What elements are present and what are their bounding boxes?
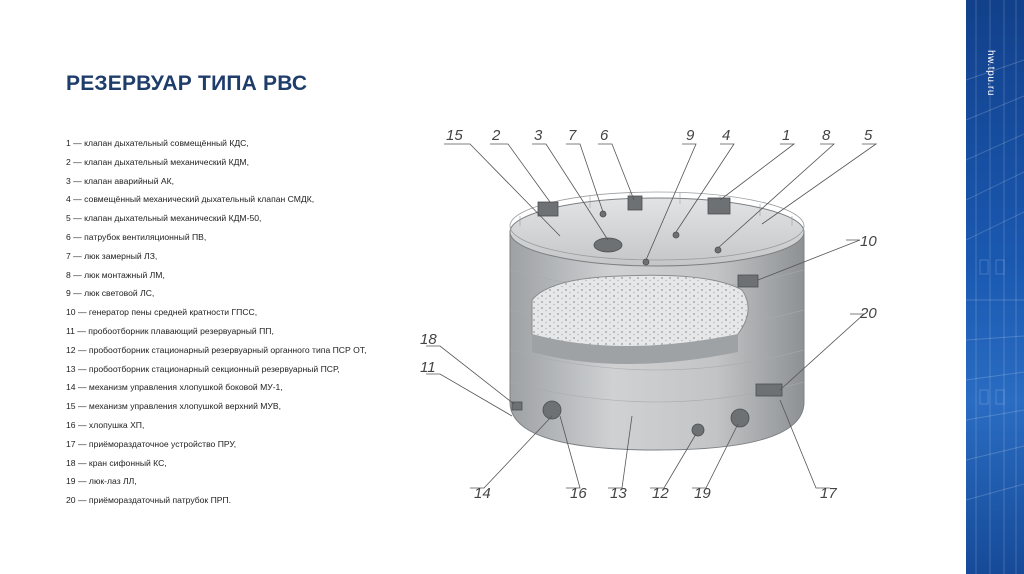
callout-label: 17 bbox=[820, 485, 837, 502]
legend-item: 9 — люк световой ЛС, bbox=[66, 288, 155, 299]
legend-item: 7 — люк замерный ЛЗ, bbox=[66, 250, 158, 261]
legend-item: 6 — патрубок вентиляционный ПВ, bbox=[66, 231, 207, 242]
legend-item: 2 — клапан дыхательный механический КДМ, bbox=[66, 156, 249, 167]
legend-item: 17 — приёмораздаточное устройство ПРУ, bbox=[66, 438, 237, 449]
callout-label: 15 bbox=[446, 127, 463, 144]
tank-diagram bbox=[420, 120, 890, 520]
callout-label: 3 bbox=[534, 127, 543, 144]
callout-label: 11 bbox=[420, 359, 436, 376]
legend-item: 12 — пробоотборник стационарный резервуарный органного типа ПСР ОТ, bbox=[66, 344, 367, 355]
callout-label: 6 bbox=[600, 127, 609, 144]
legend-list bbox=[66, 134, 406, 510]
callout-label: 4 bbox=[722, 127, 731, 144]
callout-label: 7 bbox=[568, 127, 577, 144]
callout-label: 8 bbox=[822, 127, 831, 144]
callout-label: 13 bbox=[610, 485, 627, 502]
site-url: hw.tpu.ru bbox=[985, 50, 996, 96]
callout-label: 12 bbox=[652, 485, 669, 502]
legend-item: 3 — клапан аварийный АК, bbox=[66, 175, 175, 186]
callout-label: 1 bbox=[782, 127, 791, 144]
callout-label: 16 bbox=[570, 485, 587, 502]
legend-item: 10 — генератор пены средней кратности ГПСС, bbox=[66, 307, 258, 318]
callout-label: 2 bbox=[492, 127, 501, 144]
legend-item: 18 — кран сифонный КС, bbox=[66, 457, 167, 468]
callout-label: 5 bbox=[864, 127, 873, 144]
legend-item: 19 — люк-лаз ЛЛ, bbox=[66, 476, 137, 487]
legend-item: 15 — механизм управления хлопушкой верхний МУВ, bbox=[66, 401, 282, 412]
legend-item: 13 — пробоотборник стационарный секционный резервуарный ПСР, bbox=[66, 363, 340, 374]
callout-label: 19 bbox=[694, 485, 711, 502]
legend-item: 14 — механизм управления хлопушкой боковой МУ-1, bbox=[66, 382, 283, 393]
callout-label: 9 bbox=[686, 127, 695, 144]
callout-label: 20 bbox=[860, 305, 877, 322]
legend-item: 1 — клапан дыхательный совмещённый КДС, bbox=[66, 138, 249, 148]
slide-title: РЕЗЕРВУАР ТИПА РВС bbox=[66, 72, 308, 95]
legend-item: 20 — приёмораздаточный патрубок ПРП. bbox=[66, 495, 232, 506]
legend-item: 16 — хлопушка ХП, bbox=[66, 419, 145, 430]
callout-label: 10 bbox=[860, 233, 877, 250]
legend-item: 4 — совмещённый механический дыхательный клапан СМДК, bbox=[66, 194, 315, 205]
legend-item: 8 — люк монтажный ЛМ, bbox=[66, 269, 165, 280]
legend-item: 11 — пробоотборник плавающий резервуарный ПП, bbox=[66, 325, 274, 336]
legend-item: 5 — клапан дыхательный механический КДМ-50, bbox=[66, 213, 262, 224]
callout-label: 18 bbox=[420, 331, 437, 348]
callout-label: 14 bbox=[474, 485, 491, 502]
